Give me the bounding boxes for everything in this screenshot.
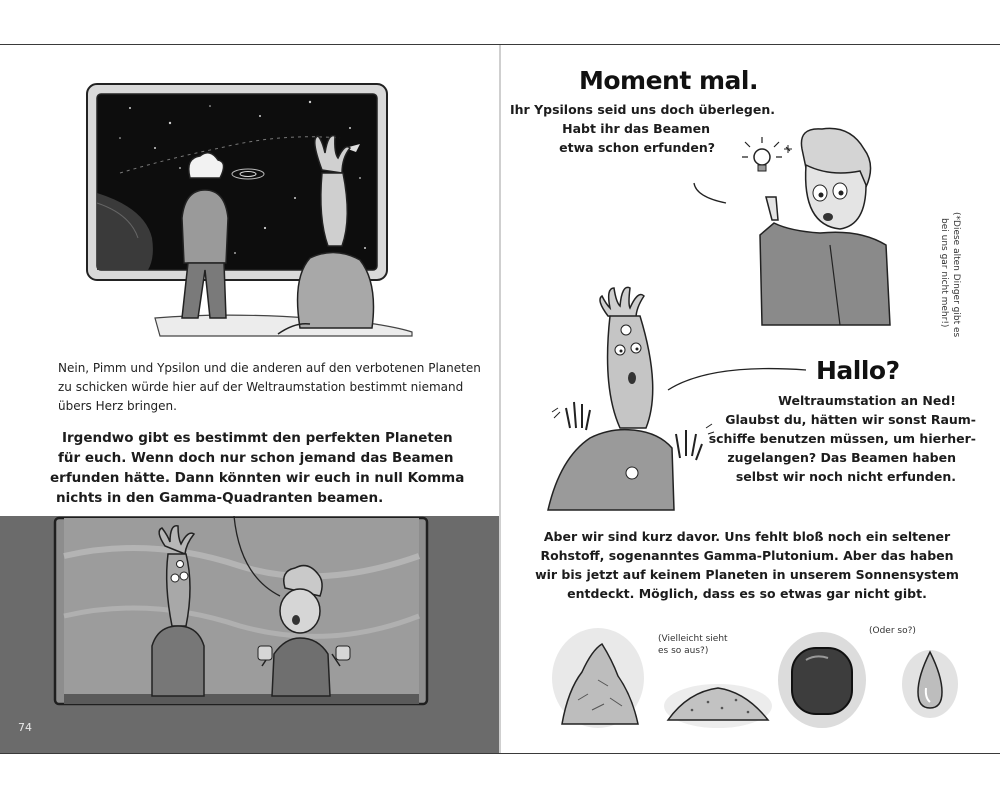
note-maybe-this: [658, 633, 728, 657]
speech-line: selbst wir noch nicht erfunden.: [735, 469, 956, 484]
speech-line: Ihr Ypsilons seid uns doch überlegen.: [510, 102, 775, 117]
speech-text: [50, 428, 464, 508]
shout-hallo: Hallo?: [816, 356, 900, 385]
speech-line: für euch. Wenn doch nur schon jemand das Beamen: [58, 450, 454, 466]
narration-text: [58, 359, 481, 416]
plutonium-rock-illustration: [548, 620, 648, 730]
plutonium-orb-illustration: [776, 630, 868, 730]
speech-line: schiffe benutzen müssen, um hierher-: [708, 431, 976, 446]
speech-line: nichts in den Gamma-Quadranten beamen.: [56, 490, 384, 506]
station-window-illustration: [0, 516, 499, 753]
page-gutter: [499, 45, 501, 753]
note-line: es so aus?): [658, 646, 709, 656]
plutonium-dust-illustration: [662, 670, 774, 730]
side-note-line: bei uns gar nicht mehr!): [939, 218, 949, 328]
speech-bubble-plutonium: [520, 527, 974, 603]
narration-line: zu schicken würde hier auf der Weltraumstation bestimmt niemand: [58, 380, 464, 394]
speech-line: erfunden hätte. Dann könnten wir euch in null Komma: [50, 470, 465, 486]
note-line: (Vielleicht sieht: [658, 634, 728, 644]
speech-line: zugelangen? Das Beamen haben: [727, 450, 956, 465]
side-note: [938, 212, 962, 337]
speech-bubble-alien: [700, 391, 976, 486]
speech-line: Irgendwo gibt es bestimmt den perfekten Planeten: [62, 430, 453, 446]
speech-line: Habt ihr das Beamen: [562, 121, 710, 136]
spread-bottom-border: [0, 753, 1000, 754]
speech-line: Glaubst du, hätten wir sonst Raum-: [725, 412, 976, 427]
speech-line: Aber wir sind kurz davor. Uns fehlt bloß noch ein seltener: [543, 529, 951, 544]
speech-line: Rohstoff, sogenanntes Gamma-Plutonium. Aber das haben: [540, 548, 954, 563]
note-or-so: (Oder so?): [869, 626, 916, 636]
speech-line: wir bis jetzt auf keinem Planeten in unserem Sonnensystem: [535, 567, 959, 582]
speech-line: Weltraumstation an Ned!: [778, 393, 956, 408]
plutonium-drop-illustration: [900, 642, 960, 720]
shout-moment-mal: Moment mal.: [579, 66, 758, 95]
space-window-illustration: [60, 78, 440, 350]
narration-line: Nein, Pimm und Ypsilon und die anderen auf den verbotenen Planeten: [58, 361, 481, 375]
speech-line: entdeckt. Möglich, dass es so etwas gar nicht gibt.: [567, 586, 927, 601]
speech-line: etwa schon erfunden?: [559, 140, 715, 155]
page-number-left: 74: [18, 721, 32, 734]
narration-line: übers Herz bringen.: [58, 399, 177, 413]
side-note-line: (*Diese alten Dinger gibt es: [951, 212, 961, 338]
